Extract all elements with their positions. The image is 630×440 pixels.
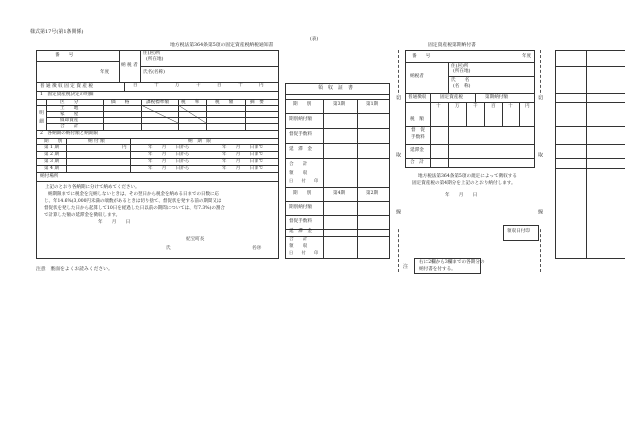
divider: [484, 102, 485, 126]
receipt-date-label: 日 付 印: [289, 250, 319, 255]
divider: [285, 128, 390, 129]
divider: [140, 66, 279, 67]
slip-fee-sub: 手数料: [411, 135, 425, 140]
receipt-period-label: 期 別: [293, 191, 312, 196]
period-to: 年 月 日まで: [222, 145, 264, 150]
divider: [555, 102, 625, 103]
digit-unit: 十: [154, 83, 159, 88]
section2-title: 2 各納期の納付額と納期限: [40, 131, 99, 136]
period-header: 納 期 限: [188, 139, 211, 144]
receipt-date-label: 日 付 印: [289, 178, 319, 183]
period-to: 年 月 日まで: [222, 159, 264, 164]
receipt-row-label: 期別納付額: [289, 205, 312, 210]
notice-date: 年 月 日: [98, 220, 131, 225]
divider: [285, 187, 390, 188]
divider: [357, 99, 358, 187]
digit-unit: 十: [508, 104, 513, 109]
payment-place: 納付場所: [40, 174, 59, 179]
divider: [206, 99, 207, 130]
receipt-row-label: 期別納付額: [289, 117, 312, 122]
digit-unit: 千: [196, 83, 201, 88]
period-label: 第 1 期: [44, 145, 60, 150]
divider: [405, 126, 535, 127]
divider: [448, 102, 449, 168]
receipt-row-label: 延 滞 金: [289, 229, 312, 234]
divider: [103, 99, 104, 130]
divider: [555, 126, 625, 127]
stub-title: 固定資産税第期納付書: [428, 43, 476, 48]
body-line: 督促状を発した日から起算して10日を経過した日以前の期間については、年7.3%)の割合: [44, 206, 225, 211]
divider: [405, 62, 535, 63]
divider: [448, 62, 449, 93]
divider: [46, 99, 47, 130]
divider: [555, 168, 625, 169]
digit-unit: 百: [491, 104, 496, 109]
digit-unit: 千: [473, 104, 478, 109]
slip-kind-value: 固定資産税: [440, 95, 463, 100]
digit-unit: 百: [217, 83, 222, 88]
slip-statement: 地方税法第364条第5項の規定によって徴収する: [418, 174, 517, 179]
receipt-row-label: 督促手数料: [289, 132, 312, 137]
detail-side-label: 明細: [38, 110, 44, 128]
period-amount: 円: [122, 145, 127, 150]
name-label: 氏名(名称): [143, 70, 165, 75]
detail-header: 税 率: [181, 100, 200, 105]
divider: [430, 93, 431, 168]
receipt-row-label: 延 滞 金: [289, 147, 312, 152]
slip-note-line: 右に2欄から3欄までの各期分の: [419, 260, 485, 265]
divider: [130, 138, 131, 172]
section1-title: 1 固定資産税決定の明細: [40, 92, 94, 97]
divider: [285, 158, 390, 159]
receipt-row-label: 領 収: [289, 171, 308, 176]
divider: [555, 93, 625, 94]
period-to: 年 月 日まで: [222, 152, 264, 157]
year-label: 年度: [100, 70, 110, 75]
slip-kind-label: 普通徴収: [408, 95, 427, 100]
side-label: (表): [310, 37, 319, 42]
receipt-row-label: 領 収: [289, 244, 308, 249]
divider: [36, 172, 279, 173]
receipt-row-label: 合 計: [289, 162, 308, 167]
detail-header: 価 格: [111, 100, 130, 105]
seal: 名㊞: [252, 246, 262, 251]
slip-address-label: 住(居)所: [451, 64, 469, 69]
divider: [323, 99, 324, 187]
period-to: 年 月 日まで: [222, 166, 264, 171]
body-line: じ、年14.6%(3,000円未満の端数があるときは切り捨て、督促状を発する前の期間又は: [44, 199, 222, 204]
period-label: 第 4 期: [44, 166, 60, 171]
notice-note: 注意 裏面をよくお読みください。: [36, 267, 113, 272]
divider: [245, 99, 246, 130]
divider: [466, 102, 467, 126]
divider: [475, 93, 476, 102]
divider: [586, 50, 587, 259]
digit-unit: 百: [133, 83, 138, 88]
slip-taxpayer-label: 納税者: [410, 74, 424, 79]
divider: [448, 76, 535, 77]
slip-total-label: 合 計: [410, 160, 424, 165]
address-sub: (所在地): [146, 57, 164, 62]
receipt-period-col: 第1期: [366, 102, 379, 107]
divider: [119, 50, 120, 82]
divider: [502, 102, 503, 126]
divider: [36, 61, 119, 62]
period-from: 年 月 日から: [148, 159, 190, 164]
issuer: 紀宝町長: [186, 237, 205, 242]
divider: [285, 215, 390, 216]
receipt-period-col: 第3期: [333, 102, 346, 107]
slip-fee-label: 督 促: [411, 128, 425, 133]
divider: [124, 82, 125, 91]
slip-frame: [405, 50, 535, 168]
detail-row-label: 償却資産: [60, 118, 79, 123]
slip-delay-label: 延滞金: [410, 148, 424, 153]
period-label: 第 2 期: [44, 152, 60, 157]
divider: [555, 158, 625, 159]
cut-line-label: 切 取 線: [537, 95, 543, 228]
divider: [285, 201, 390, 202]
digit-unit: 万: [455, 104, 460, 109]
digit-unit: 十: [238, 83, 243, 88]
receipt-row-label: 督促手数料: [289, 219, 312, 224]
digit-unit: 円: [525, 104, 530, 109]
divider: [36, 138, 279, 139]
detail-header: 摘 要: [250, 100, 264, 105]
diagonal-strike: [141, 105, 206, 123]
detail-header: 区 分: [60, 100, 79, 105]
divider: [36, 181, 279, 182]
period-label: 第 3 期: [44, 159, 60, 164]
detail-header: 税 額: [215, 100, 234, 105]
digit-unit: 円: [259, 83, 264, 88]
divider: [405, 93, 535, 94]
receipt-period-col: 第4期: [333, 191, 346, 196]
divider: [285, 99, 390, 100]
divider: [285, 143, 390, 144]
attached-frame: [555, 50, 625, 259]
period-header: 期 別: [44, 139, 63, 144]
issuer-name-label: 氏: [166, 246, 171, 251]
detail-row-label: 土 地: [60, 106, 79, 111]
digit-unit: 十: [436, 104, 441, 109]
divider: [555, 66, 625, 67]
divider: [357, 187, 358, 259]
period-from: 年 月 日から: [148, 152, 190, 157]
cut-line-label: 切 取 線: [395, 95, 401, 228]
receipt-date-stamp-label: 領収日付印: [507, 229, 530, 234]
divider: [555, 144, 625, 145]
number-label: 番 号: [55, 53, 74, 58]
divider: [519, 102, 520, 126]
slip-year-label: 年度: [522, 54, 532, 59]
receipt-period-col: 第2期: [366, 191, 379, 196]
slip-number-label: 番 号: [412, 54, 431, 59]
body-line: 上記のとおり各納期に分けて納めてください。: [45, 185, 140, 190]
notice-title: 地方税法第364条第5項の固定資産税納税通知書: [170, 43, 274, 48]
receipt-title: 領 収 証 書: [318, 85, 354, 91]
detail-row-label: 家 屋: [60, 112, 79, 117]
divider: [285, 94, 390, 95]
slip-name-sub: (名 称): [453, 84, 471, 89]
period-from: 年 月 日から: [148, 145, 190, 150]
slip-note-prefix: 注: [403, 264, 409, 270]
slip-period-label: 第期納付額: [485, 95, 508, 100]
divider: [405, 144, 535, 145]
divider: [66, 138, 67, 172]
slip-tax-label: 税 額: [410, 117, 424, 122]
detail-header: 課税標準額: [146, 100, 169, 105]
slip-statement: 固定資産税の第4期分を上記のとおり納付します。: [412, 181, 516, 186]
amount-label: 普 通 徴 収 固 定 資 産 税: [40, 84, 94, 89]
slip-address-sub: (所在地): [453, 69, 471, 74]
detail-row-label: 合 計: [60, 124, 79, 129]
receipt-row-label: 合 計: [289, 237, 308, 242]
body-line: で計算した額の延滞金を徴収します。: [44, 213, 121, 218]
period-from: 年 月 日から: [148, 166, 190, 171]
digit-unit: 万: [175, 83, 180, 88]
body-line: 納期限までに税金を完納しないときは、その翌日から税金を納める日までの日数に応: [48, 192, 219, 197]
slip-name-label: 氏 名: [451, 78, 470, 83]
slip-note-line: 納付書を付する。: [419, 267, 456, 272]
divider: [285, 113, 390, 114]
divider: [323, 187, 324, 259]
receipt-period-label: 期 別: [293, 102, 312, 107]
address-label: 住(居)所: [143, 51, 161, 56]
divider: [405, 102, 535, 103]
slip-date: 年 月 日: [445, 193, 478, 198]
form-number: 様式第17号(第1条関係): [30, 29, 84, 35]
taxpayer-label: 納 税 者: [121, 63, 138, 68]
period-header: 納 付 額: [88, 139, 105, 144]
divider: [405, 158, 535, 159]
